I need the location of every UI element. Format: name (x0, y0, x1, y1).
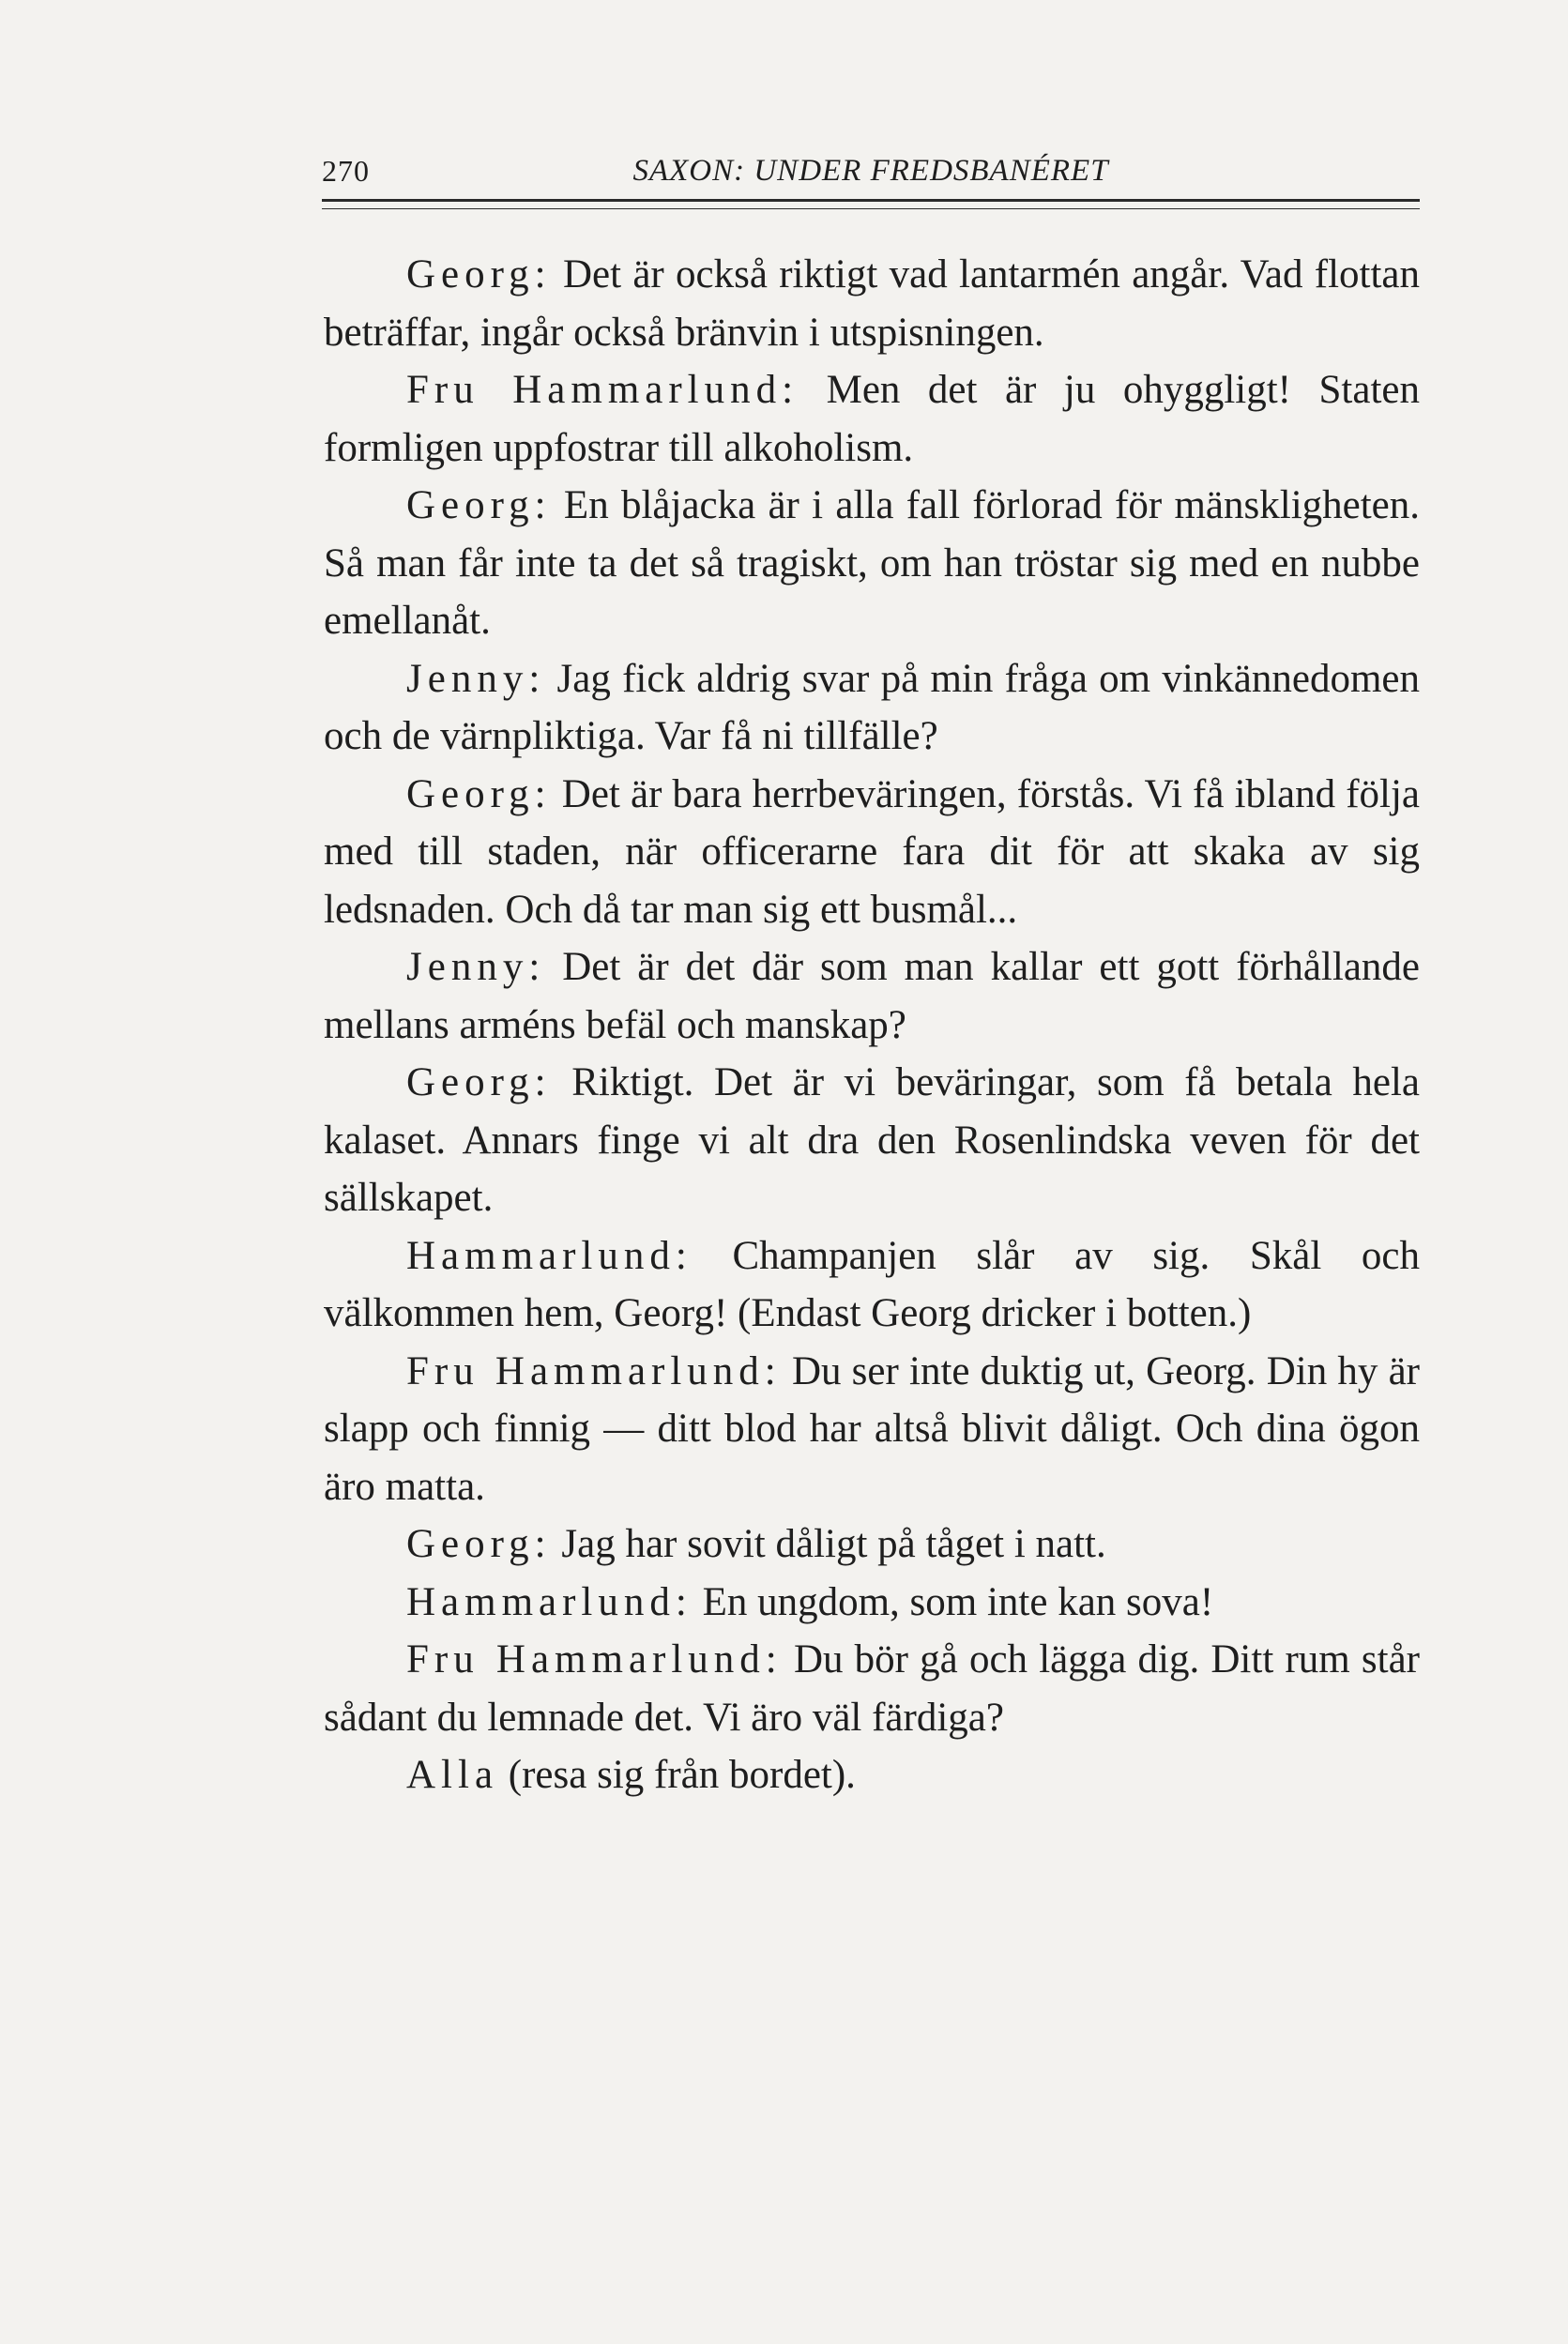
dialogue-text: Det är bara herrbeväringen, förstås. Vi få ibland följa med till staden, när officerarne fara dit för att skaka av sig ledsnaden. Och då tar man sig ett busmål... (324, 771, 1420, 932)
dialogue-paragraph (324, 1574, 1420, 1632)
dialogue-paragraph (324, 361, 1420, 477)
speaker-name: Georg: (406, 483, 552, 527)
page-number: 270 (322, 154, 370, 188)
header-rule-thick (322, 199, 1420, 202)
body-text (324, 246, 1420, 1804)
speaker-name: Jenny: (406, 656, 546, 701)
dialogue-text: En ungdom, som inte kan sova! (702, 1579, 1214, 1624)
speaker-name: Fru Hammarlund: (406, 368, 799, 412)
dialogue-paragraph (324, 650, 1420, 766)
dialogue-text: En blåjacka är i alla fall förlorad för mänskligheten. Så man får inte ta det så tragiskt, om han tröstar sig med en nubbe emellanåt. (324, 483, 1421, 643)
speaker-name: Alla (406, 1753, 499, 1797)
dialogue-paragraph (324, 1227, 1420, 1343)
speaker-name: Georg: (406, 1060, 552, 1104)
dialogue-text: Riktigt. Det är vi beväringar, som få betala hela kalaset. Annars finge vi alt dra den Rosenlindska veven för det sällskapet. (324, 1060, 1420, 1220)
speaker-name: Fru Hammarlund: (406, 1637, 783, 1682)
dialogue-paragraph (324, 477, 1420, 650)
dialogue-text: Jag fick aldrig svar på min fråga om vinkännedomen och de värnpliktiga. Var få ni tillfälle? (324, 656, 1420, 758)
dialogue-text: Du bör gå och lägga dig. Ditt rum står sådant du lemnade det. Vi äro väl färdiga? (324, 1637, 1420, 1740)
dialogue-paragraph (324, 1054, 1420, 1227)
dialogue-paragraph (324, 766, 1420, 939)
speaker-name: Georg: (406, 1522, 552, 1566)
dialogue-text: Champanjen slår av sig. Skål och välkommen hem, Georg! (Endast Georg dricker i botten.) (324, 1233, 1421, 1335)
page-header (322, 141, 1420, 197)
running-head: SAXON: UNDER FREDSBANÉRET (632, 154, 1109, 188)
speaker-name: Hammarlund: (406, 1579, 693, 1624)
dialogue-paragraph (324, 938, 1420, 1054)
speaker-name: Hammarlund: (406, 1233, 693, 1278)
dialogue-paragraph (324, 246, 1420, 361)
dialogue-text: Jag har sovit dåligt på tåget i natt. (561, 1522, 1106, 1566)
speaker-name: Georg: (406, 771, 552, 816)
speaker-name: Jenny: (406, 945, 546, 989)
dialogue-paragraph (324, 1343, 1420, 1516)
dialogue-paragraph (324, 1515, 1420, 1574)
speaker-name: Georg: (406, 252, 552, 297)
dialogue-text: Men det är ju ohyggligt! Staten formligen uppfostrar till alkoholism. (324, 368, 1420, 470)
dialogue-text: Det är också riktigt vad lantarmén angår. Vad flottan beträffar, ingår också bränvin i utspisningen. (324, 252, 1420, 355)
dialogue-text: (resa sig från bordet). (508, 1753, 856, 1797)
dialogue-paragraph (324, 1631, 1420, 1746)
dialogue-paragraph (324, 1746, 1420, 1804)
header-rule-thin (322, 208, 1420, 209)
dialogue-text: Du ser inte duktig ut, Georg. Din hy är slapp och finnig — ditt blod har altså blivit dåligt. Och dina ögon äro matta. (324, 1348, 1420, 1509)
speaker-name: Fru Hammarlund: (406, 1348, 782, 1393)
dialogue-text: Det är det där som man kallar ett gott förhållande mellans arméns befäl och manskap? (324, 945, 1420, 1047)
